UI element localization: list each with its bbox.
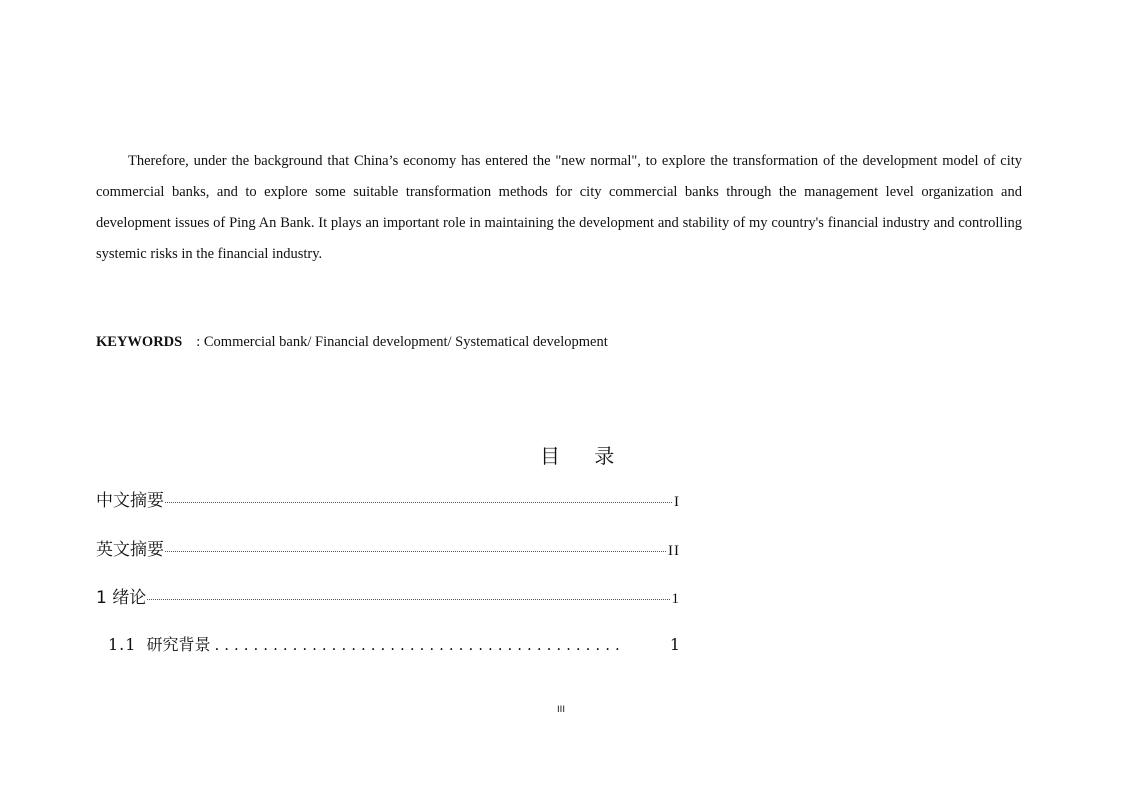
toc-entry-english-abstract[interactable] xyxy=(96,535,680,560)
toc-entry-chinese-abstract[interactable] xyxy=(96,486,680,511)
toc-leader-dots xyxy=(165,551,666,552)
toc-entry-research-background[interactable] xyxy=(108,632,680,655)
toc-entry-page: II xyxy=(668,543,680,559)
toc-entry-page: 1 xyxy=(671,591,680,607)
toc-leader-dots: .......................................... xyxy=(214,636,625,654)
toc-leader-dots xyxy=(147,599,669,600)
keywords-label: KEYWORDS xyxy=(96,334,183,350)
toc-entry-label: 中文摘要 xyxy=(96,491,164,511)
toc-entry-label: 1 绪论 xyxy=(96,588,147,608)
keywords-line xyxy=(96,332,608,352)
page-number: III xyxy=(557,705,565,715)
toc-entry-introduction[interactable] xyxy=(96,583,680,608)
toc-sub-number: 1.1 xyxy=(108,635,137,654)
toc-entry-page: I xyxy=(674,494,680,510)
toc-sub-label: 研究背景 xyxy=(146,635,211,654)
toc-title: 目 录 xyxy=(540,444,629,468)
toc-leader-dots xyxy=(165,502,672,503)
toc-entry-label: 英文摘要 xyxy=(96,540,164,560)
abstract-paragraph: Therefore, under the background that China’s economy has entered the "new normal", to explore the transformation of the development model of city commercial banks, and to explore some suitable transformation methods for city commercial banks through the management level organization and development issues of Ping An Bank. It plays an important role in maintaining the development and stability of my country's financial industry and controlling systemic risks in the financial industry. xyxy=(96,153,1022,262)
toc-sub-page: 1 xyxy=(669,635,680,654)
keywords-text: : Commercial bank/ Financial development/ Systematical development xyxy=(196,334,608,350)
